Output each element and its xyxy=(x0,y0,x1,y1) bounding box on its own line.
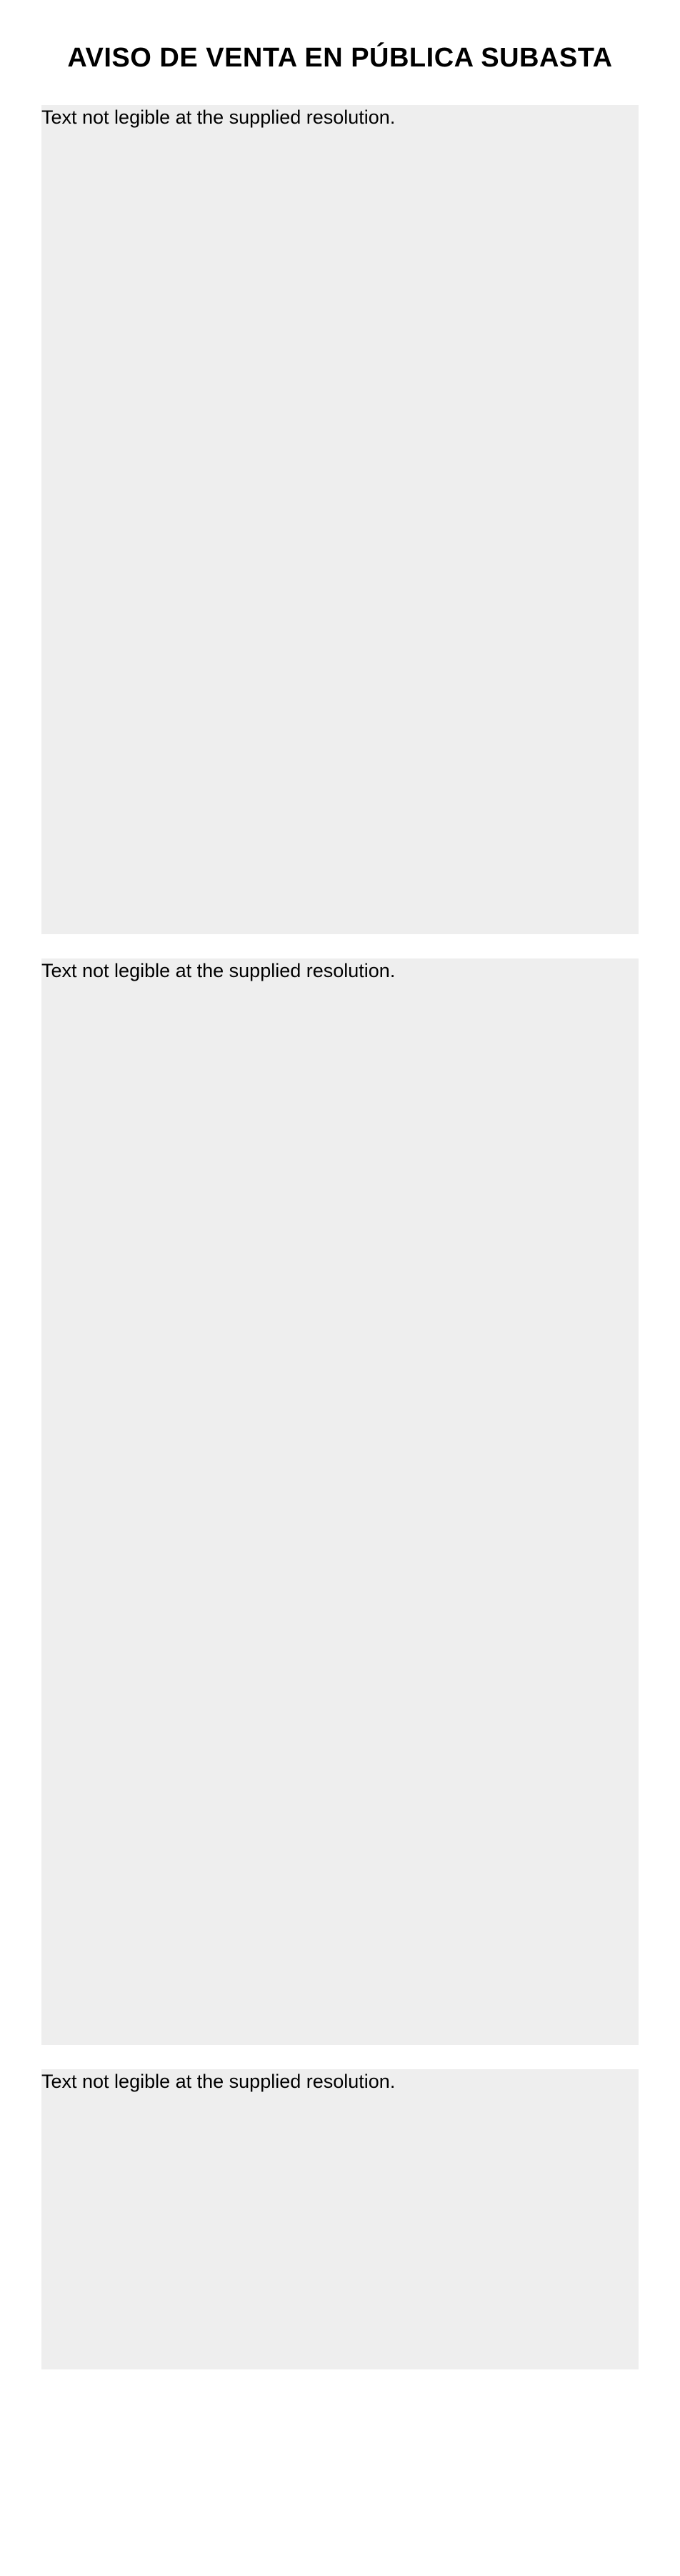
signature-block xyxy=(41,2398,639,2471)
paragraph-2: Text not legible at the supplied resolution. xyxy=(41,958,639,2045)
signature-line-3 xyxy=(41,2447,639,2471)
signature-line-1 xyxy=(41,2398,639,2422)
paragraph-3: Text not legible at the supplied resolution. xyxy=(41,2069,639,2369)
signature-line-2 xyxy=(41,2422,639,2447)
paragraph-1: Text not legible at the supplied resolution. xyxy=(41,105,639,934)
notice-body xyxy=(41,105,639,2369)
notice-title: AVISO DE VENTA EN PÚBLICA SUBASTA xyxy=(67,43,613,73)
